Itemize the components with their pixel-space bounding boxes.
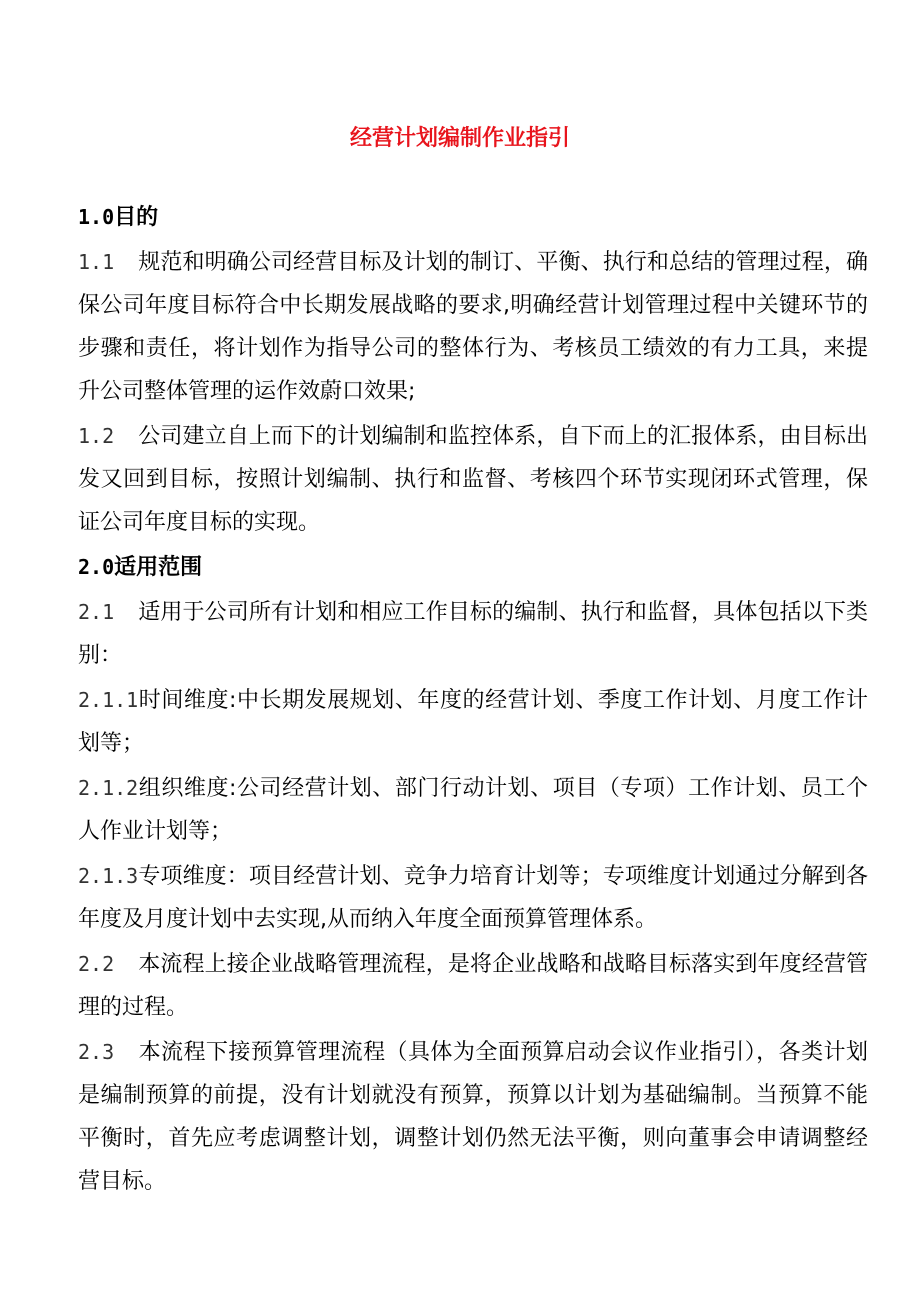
clause-2-1	[78, 591, 868, 677]
document-body	[78, 196, 868, 1205]
clause-2-1-2	[78, 767, 868, 853]
clause-text: 组织维度:公司经营计划、部门行动计划、项目（专项）工作计划、员工个人作业计划等；	[78, 776, 868, 844]
clause-number: 2.3	[78, 1040, 115, 1064]
clause-1-2	[78, 415, 868, 544]
document-title: 经营计划编制作业指引	[349, 126, 570, 151]
clause-text: 规范和明确公司经营目标及计划的制订、平衡、执行和总结的管理过程，确保公司年度目标符合中长期发展战略的要求,明确经营计划管理过程中关键环节的步骤和责任，将计划作为指导公司的整体行为、考核员工绩效的有力工具，来提升公司整体管理的运作效蔚口效果;	[78, 250, 868, 404]
section-number: 1.0	[78, 205, 115, 229]
section-title: 适用范围	[114, 555, 203, 580]
section-number: 2.0	[78, 555, 115, 579]
section-heading-scope	[78, 546, 868, 589]
clause-2-2	[78, 943, 868, 1029]
clause-2-1-1	[78, 679, 868, 765]
clause-2-3	[78, 1031, 868, 1203]
clause-text: 公司建立自上而下的计划编制和监控体系，自下而上的汇报体系，由目标出发又回到目标，按照计划编制、执行和监督、考核四个环节实现闭环式管理，保证公司年度目标的实现。	[78, 424, 868, 535]
clause-number: 2.1.1	[78, 688, 139, 712]
clause-number: 2.2	[78, 952, 115, 976]
section-title: 目的	[114, 205, 159, 230]
clause-text: 本流程上接企业战略管理流程，是将企业战略和战略目标落实到年度经营管理的过程。	[78, 952, 868, 1020]
clause-text: 适用于公司所有计划和相应工作目标的编制、执行和监督，具体包括以下类别：	[78, 600, 868, 668]
clause-number: 2.1.2	[78, 776, 139, 800]
clause-1-1	[78, 241, 868, 413]
section-heading-purpose	[78, 196, 868, 239]
clause-number: 1.1	[78, 250, 115, 274]
clause-2-1-3	[78, 855, 868, 941]
clause-text: 时间维度:中长期发展规划、年度的经营计划、季度工作计划、月度工作计划等；	[78, 688, 868, 756]
clause-number: 1.2	[78, 424, 115, 448]
clause-number: 2.1	[78, 600, 115, 624]
clause-text: 本流程下接预算管理流程（具体为全面预算启动会议作业指引），各类计划是编制预算的前提，没有计划就没有预算，预算以计划为基础编制。当预算不能平衡时，首先应考虑调整计划，调整计划仍然无法平衡，则向董事会申请调整经营目标。	[78, 1040, 868, 1194]
clause-number: 2.1.3	[78, 864, 139, 888]
clause-text: 专项维度：项目经营计划、竞争力培育计划等；专项维度计划通过分解到各年度及月度计划中去实现,从而纳入年度全面预算管理体系。	[78, 864, 868, 932]
